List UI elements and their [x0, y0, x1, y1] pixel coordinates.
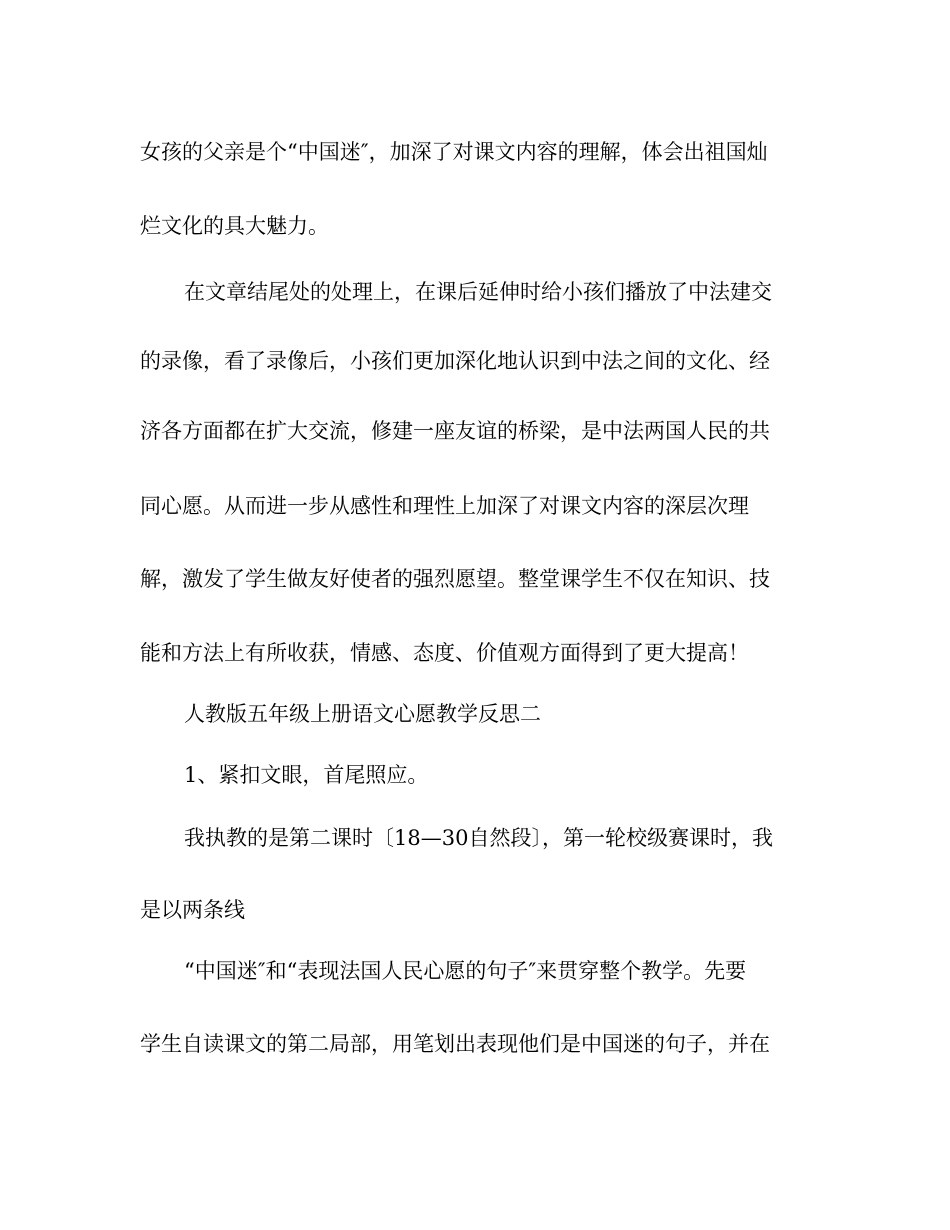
paragraph-line: 学生自读课文的第二局部，用笔划出表现他们是中国迷的句子，并在 [140, 1032, 770, 1056]
paragraph-line: 是以两条线 [140, 898, 245, 922]
paragraph-line: 同心愿。从而进一步从感性和理性上加深了对课文内容的深层次理 [140, 494, 749, 518]
paragraph-line: 解，激发了学生做友好使者的强烈愿望。整堂课学生不仅在知识、技 [140, 567, 770, 591]
section-heading: 人教版五年级上册语文心愿教学反思二 [184, 702, 541, 726]
paragraph-line: 济各方面都在扩大交流，修建一座友谊的桥梁，是中法两国人民的共 [140, 419, 770, 443]
paragraph-line: 在文章结尾处的处理上，在课后延伸时给小孩们播放了中法建交 [184, 280, 772, 304]
list-item: 1、紧扣文眼，首尾照应。 [184, 763, 429, 787]
paragraph-line: 我执教的是第二课时〔18—30自然段〕，第一轮校级赛课时，我 [184, 826, 773, 850]
paragraph-line: 能和方法上有所收获，情感、态度、价值观方面得到了更大提高！ [140, 641, 749, 665]
paragraph-line: 的录像，看了录像后，小孩们更加深化地认识到中法之间的文化、经 [140, 349, 770, 373]
paragraph-line: “中国迷″和“表现法国人民心愿的句子″来贯穿整个教学。先要 [184, 959, 747, 983]
paragraph-line: 烂文化的具大魅力。 [140, 214, 329, 238]
paragraph-line: 女孩的父亲是个“中国迷″，加深了对课文内容的理解，体会出祖国灿 [140, 140, 768, 164]
